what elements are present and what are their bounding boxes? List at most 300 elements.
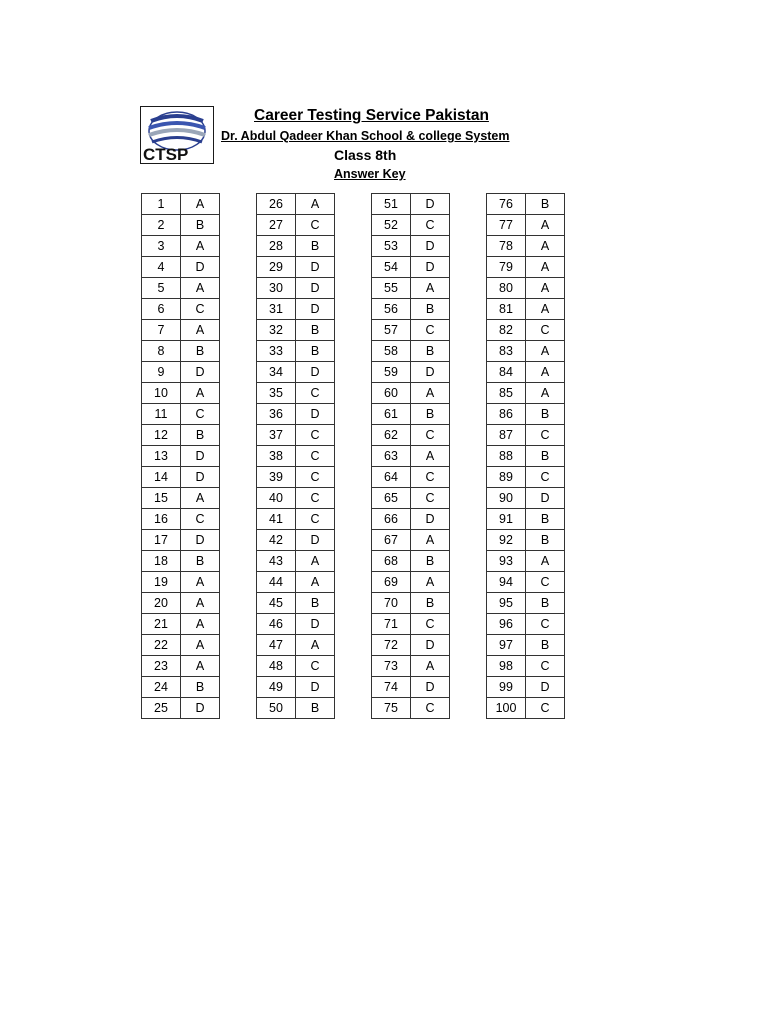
question-number: 28	[257, 236, 296, 257]
table-row	[487, 278, 565, 299]
answer-letter: B	[296, 698, 335, 719]
question-number: 54	[372, 257, 411, 278]
answer-letter: B	[181, 425, 220, 446]
answer-letter: A	[181, 656, 220, 677]
question-number: 76	[487, 194, 526, 215]
table-row	[257, 488, 335, 509]
table-row	[372, 509, 450, 530]
question-number: 47	[257, 635, 296, 656]
answer-letter: A	[181, 278, 220, 299]
table-row	[487, 404, 565, 425]
table-row	[372, 236, 450, 257]
answer-letter: C	[296, 467, 335, 488]
answer-letter: B	[411, 593, 450, 614]
question-number: 84	[487, 362, 526, 383]
answer-letter: D	[296, 299, 335, 320]
answer-letter: A	[411, 383, 450, 404]
answer-letter: B	[296, 236, 335, 257]
table-row	[487, 509, 565, 530]
question-number: 36	[257, 404, 296, 425]
table-row	[257, 572, 335, 593]
table-row	[257, 320, 335, 341]
answer-letter: D	[181, 257, 220, 278]
answer-letter: C	[526, 572, 565, 593]
question-number: 55	[372, 278, 411, 299]
question-number: 77	[487, 215, 526, 236]
answer-letter: D	[181, 698, 220, 719]
question-number: 97	[487, 635, 526, 656]
question-number: 91	[487, 509, 526, 530]
table-row	[487, 698, 565, 719]
answer-letter: C	[411, 215, 450, 236]
question-number: 29	[257, 257, 296, 278]
answer-letter: B	[296, 341, 335, 362]
question-number: 98	[487, 656, 526, 677]
question-number: 48	[257, 656, 296, 677]
table-row	[257, 656, 335, 677]
question-number: 69	[372, 572, 411, 593]
answer-letter: C	[526, 467, 565, 488]
question-number: 88	[487, 446, 526, 467]
question-number: 44	[257, 572, 296, 593]
table-row	[487, 614, 565, 635]
table-row	[142, 488, 220, 509]
question-number: 24	[142, 677, 181, 698]
answer-letter: A	[411, 530, 450, 551]
question-number: 43	[257, 551, 296, 572]
answer-table-2	[256, 193, 335, 719]
answer-letter: A	[181, 488, 220, 509]
table-row	[487, 320, 565, 341]
answer-letter: A	[526, 257, 565, 278]
answer-letter: A	[526, 383, 565, 404]
table-row	[372, 635, 450, 656]
table-row	[372, 614, 450, 635]
table-row	[487, 215, 565, 236]
answer-letter: C	[411, 488, 450, 509]
answer-letter: A	[296, 551, 335, 572]
answer-letter: D	[296, 362, 335, 383]
table-row	[372, 278, 450, 299]
question-number: 65	[372, 488, 411, 509]
question-number: 94	[487, 572, 526, 593]
answer-letter: B	[526, 194, 565, 215]
table-row	[142, 299, 220, 320]
question-number: 99	[487, 677, 526, 698]
table-row	[142, 278, 220, 299]
table-row	[142, 530, 220, 551]
table-row	[257, 467, 335, 488]
answer-table-1	[141, 193, 220, 719]
table-row	[372, 446, 450, 467]
answer-letter: B	[526, 635, 565, 656]
table-row	[257, 530, 335, 551]
answer-letter: C	[526, 614, 565, 635]
question-number: 41	[257, 509, 296, 530]
table-row	[257, 698, 335, 719]
table-row	[487, 194, 565, 215]
table-row	[487, 488, 565, 509]
answer-letter: D	[296, 257, 335, 278]
question-number: 66	[372, 509, 411, 530]
table-row	[487, 467, 565, 488]
table-row	[372, 404, 450, 425]
logo-text: CTSP	[143, 145, 189, 163]
answer-letter: D	[411, 677, 450, 698]
question-number: 22	[142, 635, 181, 656]
question-number: 42	[257, 530, 296, 551]
table-row	[257, 446, 335, 467]
table-row	[257, 257, 335, 278]
table-row	[142, 383, 220, 404]
answer-letter: A	[181, 572, 220, 593]
question-number: 39	[257, 467, 296, 488]
answer-letter: C	[526, 656, 565, 677]
table-row	[257, 614, 335, 635]
question-number: 25	[142, 698, 181, 719]
table-row	[142, 446, 220, 467]
answer-letter: A	[526, 551, 565, 572]
answer-letter: D	[296, 278, 335, 299]
question-number: 52	[372, 215, 411, 236]
question-number: 90	[487, 488, 526, 509]
question-number: 27	[257, 215, 296, 236]
table-row	[142, 341, 220, 362]
question-number: 13	[142, 446, 181, 467]
answer-letter: A	[296, 635, 335, 656]
question-number: 96	[487, 614, 526, 635]
table-row	[142, 635, 220, 656]
answer-letter: C	[181, 509, 220, 530]
question-number: 61	[372, 404, 411, 425]
answer-letter: D	[411, 236, 450, 257]
answer-letter: B	[411, 551, 450, 572]
answer-letter: C	[296, 215, 335, 236]
question-number: 46	[257, 614, 296, 635]
answer-letter: B	[181, 341, 220, 362]
question-number: 14	[142, 467, 181, 488]
answer-letter: B	[411, 404, 450, 425]
table-row	[142, 362, 220, 383]
table-row	[142, 194, 220, 215]
table-row	[257, 299, 335, 320]
table-row	[487, 572, 565, 593]
table-row	[257, 236, 335, 257]
question-number: 56	[372, 299, 411, 320]
table-row	[142, 425, 220, 446]
answer-letter: B	[526, 593, 565, 614]
table-row	[142, 236, 220, 257]
table-row	[372, 593, 450, 614]
question-number: 10	[142, 383, 181, 404]
table-row	[487, 551, 565, 572]
answer-letter: B	[411, 341, 450, 362]
table-row	[372, 698, 450, 719]
table-row	[257, 341, 335, 362]
answer-letter: A	[181, 593, 220, 614]
question-number: 37	[257, 425, 296, 446]
question-number: 67	[372, 530, 411, 551]
answer-letter: C	[411, 425, 450, 446]
question-number: 9	[142, 362, 181, 383]
answer-letter: C	[526, 320, 565, 341]
question-number: 64	[372, 467, 411, 488]
table-row	[142, 551, 220, 572]
question-number: 57	[372, 320, 411, 341]
answer-letter: A	[296, 572, 335, 593]
question-number: 8	[142, 341, 181, 362]
question-number: 20	[142, 593, 181, 614]
answer-letter: C	[296, 509, 335, 530]
answer-key-label: Answer Key	[334, 167, 406, 181]
question-number: 83	[487, 341, 526, 362]
table-row	[142, 257, 220, 278]
question-number: 5	[142, 278, 181, 299]
table-row	[487, 593, 565, 614]
table-row	[142, 467, 220, 488]
question-number: 49	[257, 677, 296, 698]
table-row	[487, 362, 565, 383]
class-label: Class 8th	[334, 147, 397, 163]
table-row	[487, 299, 565, 320]
question-number: 71	[372, 614, 411, 635]
answer-letter: C	[296, 383, 335, 404]
answer-letter: B	[526, 530, 565, 551]
table-row	[372, 194, 450, 215]
answer-letter: A	[181, 383, 220, 404]
table-row	[257, 593, 335, 614]
answer-letter: B	[526, 404, 565, 425]
question-number: 72	[372, 635, 411, 656]
table-row	[142, 404, 220, 425]
question-number: 92	[487, 530, 526, 551]
answer-letter: A	[526, 362, 565, 383]
question-number: 12	[142, 425, 181, 446]
question-number: 73	[372, 656, 411, 677]
question-number: 6	[142, 299, 181, 320]
table-row	[142, 614, 220, 635]
table-row	[257, 677, 335, 698]
answer-letter: C	[526, 698, 565, 719]
table-row	[142, 215, 220, 236]
table-row	[257, 404, 335, 425]
table-row	[257, 551, 335, 572]
answer-letter: D	[526, 488, 565, 509]
question-number: 86	[487, 404, 526, 425]
table-row	[257, 383, 335, 404]
answer-letter: D	[181, 530, 220, 551]
question-number: 82	[487, 320, 526, 341]
question-number: 85	[487, 383, 526, 404]
table-row	[257, 362, 335, 383]
question-number: 63	[372, 446, 411, 467]
question-number: 58	[372, 341, 411, 362]
question-number: 50	[257, 698, 296, 719]
question-number: 2	[142, 215, 181, 236]
table-row	[372, 677, 450, 698]
question-number: 75	[372, 698, 411, 719]
answer-letter: D	[296, 614, 335, 635]
question-number: 31	[257, 299, 296, 320]
question-number: 38	[257, 446, 296, 467]
answer-letter: B	[181, 215, 220, 236]
answer-letter: B	[181, 677, 220, 698]
answer-letter: A	[181, 236, 220, 257]
table-row	[257, 278, 335, 299]
table-row	[487, 236, 565, 257]
question-number: 15	[142, 488, 181, 509]
answer-letter: A	[411, 446, 450, 467]
question-number: 89	[487, 467, 526, 488]
answer-letter: A	[181, 635, 220, 656]
answer-letter: A	[526, 341, 565, 362]
question-number: 53	[372, 236, 411, 257]
answer-letter: D	[526, 677, 565, 698]
question-number: 79	[487, 257, 526, 278]
table-row	[142, 698, 220, 719]
answer-letter: A	[181, 320, 220, 341]
question-number: 1	[142, 194, 181, 215]
table-row	[142, 677, 220, 698]
question-number: 33	[257, 341, 296, 362]
answer-letter: A	[181, 194, 220, 215]
answer-letter: B	[296, 320, 335, 341]
table-row	[487, 341, 565, 362]
table-row	[487, 425, 565, 446]
table-row	[142, 593, 220, 614]
answer-letter: D	[411, 194, 450, 215]
question-number: 40	[257, 488, 296, 509]
question-number: 34	[257, 362, 296, 383]
answer-letter: D	[181, 362, 220, 383]
table-row	[372, 383, 450, 404]
question-number: 62	[372, 425, 411, 446]
answer-letter: D	[296, 404, 335, 425]
answer-letter: B	[181, 551, 220, 572]
question-number: 59	[372, 362, 411, 383]
table-row	[142, 320, 220, 341]
question-number: 3	[142, 236, 181, 257]
question-number: 95	[487, 593, 526, 614]
question-number: 45	[257, 593, 296, 614]
table-row	[487, 656, 565, 677]
table-row	[372, 530, 450, 551]
answer-letter: B	[526, 446, 565, 467]
answer-letter: D	[411, 509, 450, 530]
table-row	[487, 257, 565, 278]
page-title: Career Testing Service Pakistan	[254, 107, 489, 124]
table-row	[487, 530, 565, 551]
answer-letter: D	[181, 446, 220, 467]
table-row	[372, 551, 450, 572]
table-row	[372, 299, 450, 320]
question-number: 93	[487, 551, 526, 572]
answer-letter: B	[526, 509, 565, 530]
question-number: 78	[487, 236, 526, 257]
question-number: 11	[142, 404, 181, 425]
table-row	[372, 425, 450, 446]
answer-letter: B	[296, 593, 335, 614]
answer-table-3	[371, 193, 450, 719]
table-row	[142, 656, 220, 677]
table-row	[372, 467, 450, 488]
school-name: Dr. Abdul Qadeer Khan School & college System	[221, 129, 510, 143]
question-number: 87	[487, 425, 526, 446]
answer-letter: C	[411, 698, 450, 719]
question-number: 80	[487, 278, 526, 299]
question-number: 32	[257, 320, 296, 341]
ctsp-logo	[140, 106, 214, 164]
answer-letter: A	[526, 278, 565, 299]
answer-letter: C	[526, 425, 565, 446]
answer-letter: D	[411, 362, 450, 383]
table-row	[257, 194, 335, 215]
table-row	[487, 446, 565, 467]
question-number: 81	[487, 299, 526, 320]
table-row	[372, 488, 450, 509]
question-number: 21	[142, 614, 181, 635]
question-number: 26	[257, 194, 296, 215]
answer-letter: D	[296, 530, 335, 551]
question-number: 60	[372, 383, 411, 404]
question-number: 4	[142, 257, 181, 278]
answer-letter: A	[411, 656, 450, 677]
question-number: 51	[372, 194, 411, 215]
question-number: 68	[372, 551, 411, 572]
table-row	[487, 383, 565, 404]
answer-letter: C	[296, 446, 335, 467]
answer-letter: C	[181, 404, 220, 425]
answer-letter: C	[296, 656, 335, 677]
question-number: 35	[257, 383, 296, 404]
table-row	[372, 320, 450, 341]
table-row	[372, 656, 450, 677]
question-number: 74	[372, 677, 411, 698]
table-row	[142, 572, 220, 593]
table-row	[257, 215, 335, 236]
answer-letter: D	[296, 677, 335, 698]
answer-letter: C	[411, 320, 450, 341]
table-row	[372, 572, 450, 593]
table-row	[257, 425, 335, 446]
answer-letter: D	[181, 467, 220, 488]
answer-letter: A	[411, 572, 450, 593]
answer-letter: C	[411, 467, 450, 488]
answer-letter: C	[296, 425, 335, 446]
table-row	[142, 509, 220, 530]
answer-letter: C	[181, 299, 220, 320]
answer-table-4	[486, 193, 565, 719]
answer-letter: A	[411, 278, 450, 299]
answer-letter: B	[411, 299, 450, 320]
answer-letter: A	[526, 236, 565, 257]
table-row	[372, 341, 450, 362]
question-number: 18	[142, 551, 181, 572]
table-row	[257, 635, 335, 656]
table-row	[372, 257, 450, 278]
answer-letter: A	[181, 614, 220, 635]
answer-letter: D	[411, 635, 450, 656]
question-number: 7	[142, 320, 181, 341]
table-row	[487, 677, 565, 698]
question-number: 17	[142, 530, 181, 551]
table-row	[372, 215, 450, 236]
question-number: 19	[142, 572, 181, 593]
answer-letter: C	[411, 614, 450, 635]
answer-letter: A	[296, 194, 335, 215]
answer-letter: A	[526, 299, 565, 320]
answer-letter: A	[526, 215, 565, 236]
